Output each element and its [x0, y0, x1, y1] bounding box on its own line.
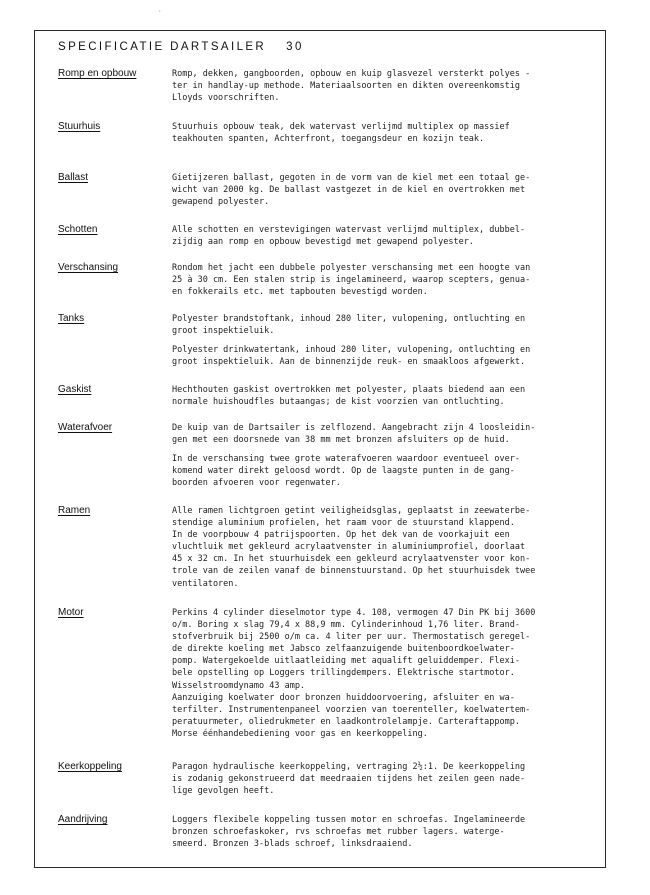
body-line: Gietijzeren ballast, gegoten in de vorm van de kiel met een totaal ge- — [172, 173, 531, 183]
body-line: o/m. Boring x slag 79,4 x 88,9 mm. Cylinderinhoud 1,76 liter. Brand- — [172, 620, 520, 631]
body-line: is zodanig gekonstrueerd dat meedraaien tijdens het zeilen geen nade- — [172, 774, 526, 785]
section-label: Waterafvoer — [58, 422, 113, 433]
body-line: de direkte koeling met Jabsco zelfaanzuigende buitenboordkoelwater- — [172, 644, 515, 655]
section-body — [172, 68, 590, 104]
section-label: Keerkoppeling — [58, 761, 122, 772]
body-line: In de voorpbouw 4 patrijspoorten. Op het dek van de voorkajuit een — [172, 530, 510, 541]
body-line: pomp. Watergekoelde uitlaatleiding met aqualift geluiddemper. Flexi- — [172, 656, 520, 667]
body-line: In de verschansing twee grote waterafvoeren waardoor eventueel over- — [172, 454, 520, 465]
body-line: Loggers flexibele koppeling tussen motor en schroefas. Ingelamineerde — [172, 815, 526, 825]
body-line: Polyester brandstoftank, inhoud 280 liter, vulopening, ontluchting en — [172, 314, 526, 324]
section-label: Schotten — [58, 224, 98, 235]
section-label: Motor — [58, 607, 84, 618]
section-label: Gaskist — [58, 384, 92, 395]
section-label: Romp en opbouw — [58, 68, 137, 79]
body-line: Aanzuiging koelwater door bronzen huiddoorvoering, afsluiter en wa- — [172, 692, 515, 703]
body-line: boorden afvoeren voor regenwater. — [172, 478, 341, 489]
body-line: smeerd. Bronzen 3-blads schroef, linksdraaiend. — [172, 839, 413, 850]
body-line: trole van de zeilen vanaf de binnenstuurstand. Op het stuurhuisdek twee — [172, 566, 536, 577]
body-line: Paragon hydraulische keerkoppeling, vertraging 2½:1. De keerkoppeling — [172, 762, 526, 772]
body-line: De kuip van de Dartsailer is zelflozend. Aangebracht zijn 4 loosleidin- — [172, 423, 536, 433]
body-line: Hechthouten gaskist overtrokken met polyester, plaats biedend aan een — [172, 385, 526, 395]
section-body — [172, 607, 590, 740]
section-label: Aandrijving — [58, 814, 108, 825]
section-label: Ramen — [58, 505, 91, 516]
section-body — [172, 814, 590, 850]
body-line: peratuurmeter, oliedrukmeter en laadkontrolelampje. Carteraftappomp. — [172, 716, 520, 727]
body-line: vluchtluik met gekleurd acrylaatvenster in aluminiumprofiel, doorlaat — [172, 542, 526, 553]
section-body — [172, 422, 590, 489]
body-line: lige gevolgen heeft. — [172, 786, 275, 797]
body-line: bele opstelling op Loggers trillingdempers. Elektrische startmotor. — [172, 668, 515, 679]
body-line: ventilatoren. — [172, 578, 239, 589]
section-body — [172, 313, 590, 368]
body-line: teakhouten spanten, Achterfront, toegangsdeur en kozijn teak. — [172, 134, 485, 145]
paragraph-gap — [172, 446, 590, 453]
section-label: Verschansing — [58, 262, 119, 273]
body-line: Perkins 4 cylinder dieselmotor type 4. 108, vermogen 47 Din PK bij 3600 — [172, 608, 536, 618]
paragraph-gap — [172, 337, 590, 344]
body-line: Alle schotten en verstevigingen watervast verlijmd multiplex, dubbel- — [172, 225, 526, 235]
page-title — [58, 41, 304, 53]
body-line: wicht van 2000 kg. De ballast vastgezet in de kiel en overtrokken met — [172, 185, 526, 196]
body-line: ter in handlay-up methode. Materiaalsoorten en dikten overeenkomstig — [172, 81, 520, 92]
body-line: zijdig aan romp en opbouw bevestigd met gewapend polyester. — [172, 237, 474, 248]
body-line: Polyester drinkwatertank, inhoud 280 liter, vulopening, ontluchting en — [172, 345, 531, 356]
body-line: Stuurhuis opbouw teak, dek watervast verlijmd multiplex op massief — [172, 122, 510, 132]
body-line: gewapend polyester. — [172, 197, 270, 208]
body-line: bronzen schroefaskoker, rvs schroefas met rubber lagers. waterge- — [172, 827, 505, 838]
body-line: komend water direkt geloosd wordt. Op de laagste punten in de gang- — [172, 466, 515, 477]
section-label: Tanks — [58, 313, 85, 324]
body-line: stofverbruik bij 2500 o/m ca. 4 liter per uur. Thermostatisch geregel- — [172, 632, 531, 643]
section-body — [172, 505, 590, 590]
page-number: 30 — [286, 41, 304, 53]
scan-speck: · — [158, 8, 162, 15]
section-body — [172, 224, 590, 248]
section-body — [172, 384, 590, 408]
document-title: SPECIFICATIE DARTSAILER — [58, 41, 267, 53]
body-line: Lloyds voorschriften. — [172, 93, 280, 104]
section-body — [172, 121, 590, 145]
body-line: Wisselstroomdynamo 43 amp. — [172, 680, 306, 691]
section-body — [172, 761, 590, 797]
body-line: Romp, dekken, gangboorden, opbouw en kuip glasvezel versterkt polyes - — [172, 69, 531, 79]
body-line: stendige aluminium profielen, het raam voor de stuurstand klappend. — [172, 518, 515, 529]
section-label: Stuurhuis — [58, 121, 101, 132]
body-line: 45 x 32 cm. In het stuurhuisdek een gekleurd acrylaatvenster voor kon- — [172, 554, 531, 565]
body-line: Morse éénhandebediening voor gas en keerkoppeling. — [172, 728, 428, 739]
body-line: gen met een doorsnede van 38 mm met bronzen afsluiters op de huid. — [172, 435, 510, 446]
body-line: terfilter. Instrumentenpaneel voorzien van toerenteller, koelwatertem- — [172, 704, 531, 715]
body-line: groot inspektieluik. Aan de binnenzijde reuk- en smaakloos afgewerkt. — [172, 357, 526, 368]
body-line: 25 à 30 cm. Een stalen strip is ingelamineerd, waarop scepters, genua- — [172, 275, 531, 286]
section-label: Ballast — [58, 172, 89, 183]
section-body — [172, 262, 590, 298]
body-line: en fokkerails etc. met tapbouten bevestigd worden. — [172, 287, 428, 298]
body-line: normale huishoudfles butaangas; de kist voorzien van ontluchting. — [172, 397, 505, 408]
body-line: Alle ramen lichtgroen getint veiligheidsglas, geplaatst in zeewaterbe- — [172, 506, 531, 516]
body-line: Rondom het jacht een dubbele polyester verschansing met een hoogte van — [172, 263, 531, 273]
body-line: groot inspektieluik. — [172, 326, 275, 337]
section-body — [172, 172, 590, 208]
